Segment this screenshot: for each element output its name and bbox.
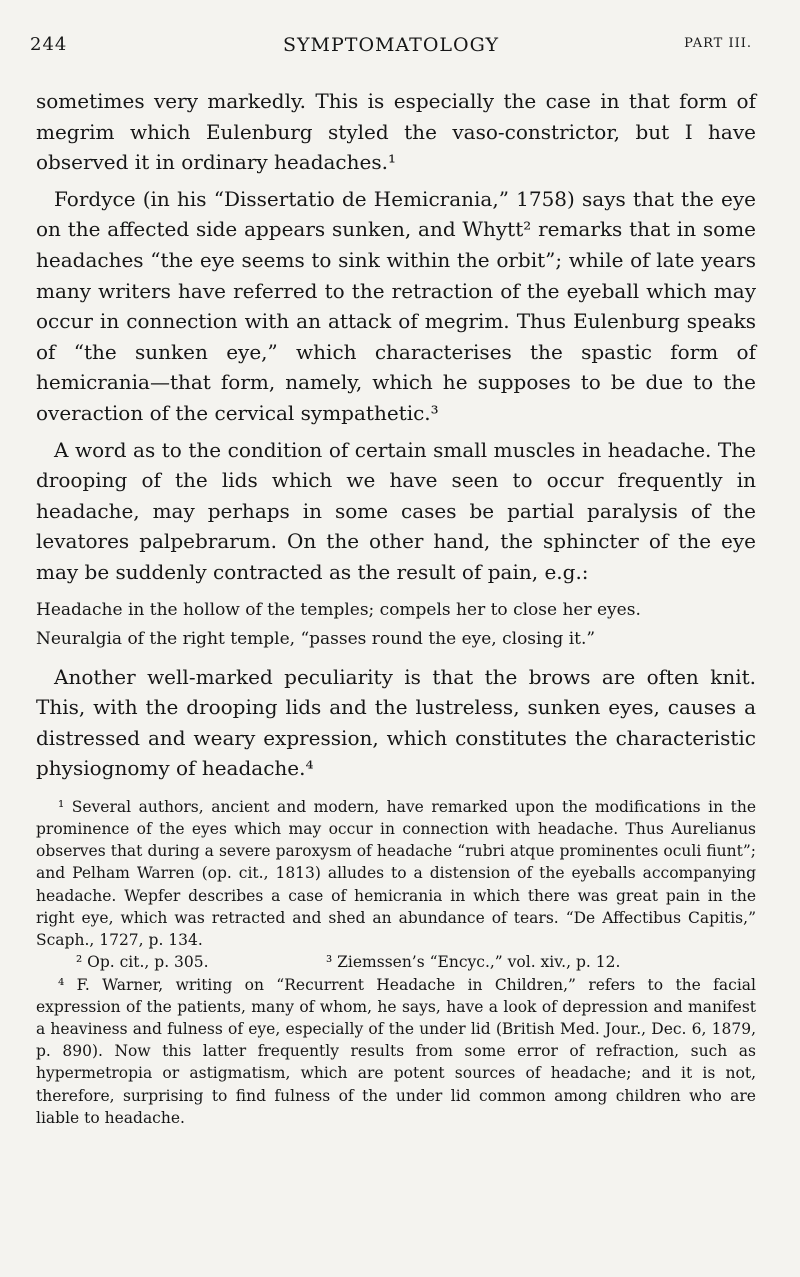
paragraph-fordyce: Fordyce (in his “Dissertatio de Hemicrania,” 1758) says that the eye on the affected side appears sunken, and Whytt² remarks that in some headaches “the eye seems to sink within the orbit”; while of late years many writers have referred to the retraction of the eyeball which may occur in connection with an attack of megrim. Thus Eulenburg speaks of “the sunken eye,” which characterises the spastic form of hemicrania—that form, namely, which he supposes to be due to the overaction of the cervical sympathetic.³ (36, 186, 756, 425)
quoted-cases (36, 598, 756, 652)
paragraph-muscles: A word as to the condition of certain small muscles in headache. The drooping of the lids which we have seen to occur frequently in headache, may perhaps in some cases be partial paralysis of the levatores palpebrarum. On the other hand, the sphincter of the eye may be suddenly contracted as the result of pain, e.g.: (36, 437, 756, 584)
running-header (30, 34, 752, 62)
footnote-row-2-3 (36, 951, 756, 973)
page-body (36, 86, 756, 1129)
footnote-1: ¹ Several authors, ancient and modern, have remarked upon the modifications in the prominence of the eyes which may occur in connection with headache. Thus Aurelianus observes that during a severe paroxysm of headache “rubri atque prominentes oculi fiunt”; and Pelham Warren (op. cit., 1813) alludes to a distension of the eyeballs accompanying headache. Wepfer describes a case of hemicrania in which there was great pain in the right eye, which was retracted and shed an abundance of tears. “De Affectibus Capitis,” Scaph., 1727, p. 134. (36, 797, 756, 950)
running-title: SYMPTOMATOLOGY (282, 34, 499, 56)
footnote-3: ³ Ziemssen’s “Encyc.,” vol. xiv., p. 12. (326, 953, 621, 972)
footnotes (36, 796, 756, 1129)
footnote-4: ⁴ F. Warner, writing on “Recurrent Headache in Children,” refers to the facial expression of the patients, many of whom, he says, have a look of depression and manifest a heaviness and fulness of eye, especially of the under lid (British Med. Jour., Dec. 6, 1879, p. 890). Now this latter frequently results from some error of refraction, such as hypermetropia or astigmatism, which are potent sources of headache; and it is not, therefore, surprising to find fulness of the under lid common among children who are liable to headache. (36, 975, 756, 1127)
page-number: 244 (30, 34, 68, 55)
quote-temples: Headache in the hollow of the temples; compels her to close her eyes. (36, 599, 641, 620)
footnote-2: ² Op. cit., p. 305. (76, 953, 209, 972)
paragraph-continued: sometimes very markedly. This is especially the case in that form of megrim which Eulenburg styled the vaso-constrictor, but I have observed it in ordinary headaches.¹ (36, 89, 756, 175)
paragraph-brows: Another well-marked peculiarity is that the brows are often knit. This, with the drooping lids and the lustreless, sunken eyes, causes a distressed and weary expression, which constitutes the characteristic physiognomy of headache.⁴ (36, 664, 756, 781)
part-label: PART III. (684, 36, 752, 51)
quote-neuralgia: Neuralgia of the right temple, “passes round the eye, closing it.” (36, 628, 596, 649)
